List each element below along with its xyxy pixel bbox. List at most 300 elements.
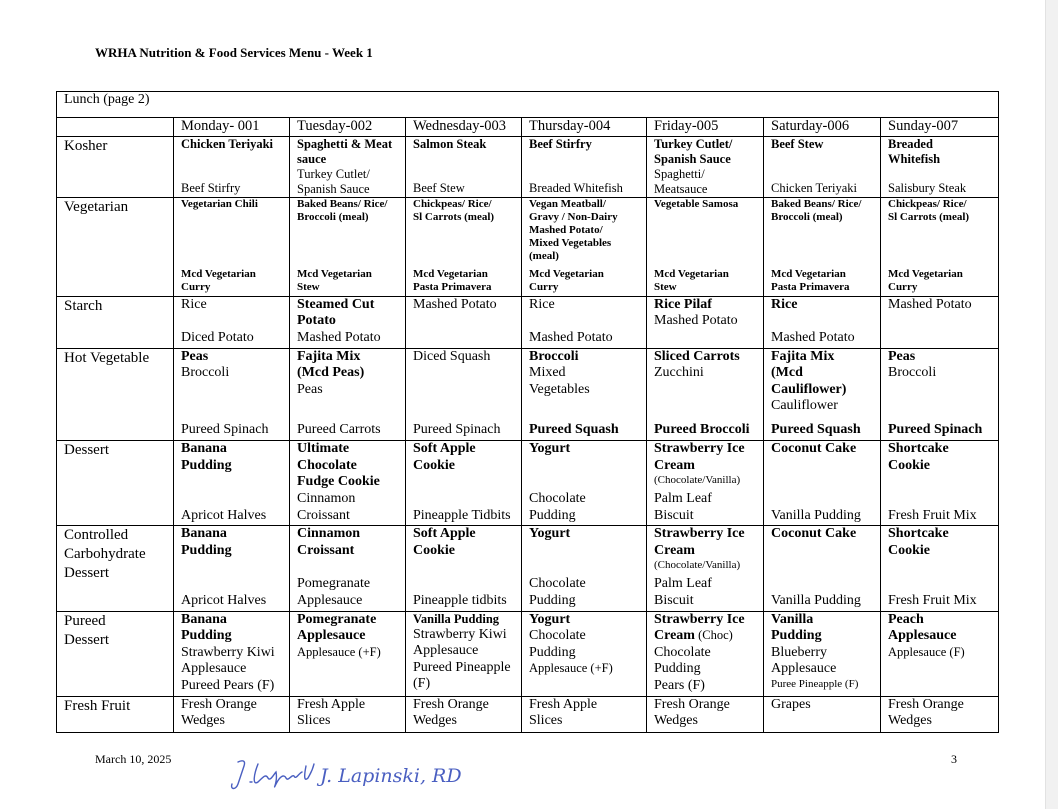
cell-top: [654, 198, 763, 211]
row-label-line: Vegetarian: [64, 199, 129, 216]
menu-item-text: Soft Apple: [413, 526, 476, 542]
cell-top: [297, 697, 405, 730]
menu-item: [529, 137, 646, 152]
menu-item-text: Palm Leaf: [654, 491, 712, 506]
menu-cell: [881, 696, 999, 732]
menu-item: [413, 211, 521, 224]
menu-item-text: Fudge Cookie: [297, 474, 380, 489]
menu-cell: [406, 137, 522, 198]
menu-item: [654, 543, 763, 560]
menu-item-text: Peas: [297, 381, 323, 397]
menu-item: [181, 268, 289, 281]
menu-item: [654, 182, 763, 197]
menu-item: [529, 713, 646, 730]
menu-item-text: Banana: [181, 441, 227, 456]
menu-item-text: Peas: [181, 348, 209, 364]
table-row: [57, 696, 999, 732]
menu-item: [297, 474, 405, 491]
cell-bottom: [771, 508, 880, 525]
menu-cell: [174, 696, 290, 732]
menu-item-text: Rice Pilaf: [654, 296, 712, 312]
menu-item-text: Blueberry: [771, 644, 827, 660]
menu-item-text: Beef Stew: [771, 137, 824, 151]
menu-item-text: Slices: [529, 713, 563, 729]
cell-bottom: [413, 422, 521, 439]
menu-item-text: Pureed Pears (F): [181, 677, 275, 693]
menu-item: [888, 526, 998, 543]
menu-cell: [522, 526, 647, 611]
cell-bottom: [181, 422, 289, 439]
menu-item: [181, 441, 289, 458]
cell-bottom: [181, 330, 289, 347]
menu-item-text: Applesauce: [297, 628, 366, 644]
menu-item-text: Peas: [888, 348, 916, 364]
menu-item-text: Broccoli (meal): [297, 211, 369, 224]
menu-item: [413, 612, 521, 627]
menu-item: [181, 697, 289, 714]
menu-item: [297, 382, 405, 399]
menu-item-text: Mcd Vegetarian: [888, 268, 963, 281]
menu-item-text: Cream: [654, 542, 695, 558]
cell-top: [771, 198, 880, 224]
menu-item: [771, 198, 880, 211]
menu-item-text: Diced Potato: [181, 330, 254, 346]
row-label-line: Fresh Fruit: [64, 697, 131, 714]
menu-item: [654, 576, 763, 593]
menu-item: [529, 628, 646, 645]
signature-text: J. Lapinski, RD: [320, 765, 462, 787]
cell-top: [297, 526, 405, 559]
menu-item-text: Pudding: [529, 507, 576, 523]
menu-item: [181, 678, 289, 695]
menu-item: [297, 198, 405, 211]
menu-item: [297, 281, 405, 294]
row-label-line: Dessert: [64, 631, 109, 648]
menu-item-text: Pureed Pineapple: [413, 659, 511, 675]
menu-item-text: Fresh Orange: [413, 696, 489, 712]
menu-item-text: Sliced Carrots: [654, 348, 740, 364]
menu-item-text: Meatsauce: [654, 182, 708, 196]
menu-item-text: Zucchini: [654, 365, 704, 381]
menu-item-text: Strawberry Ice: [654, 441, 745, 456]
menu-item-text: Applesauce: [771, 661, 837, 677]
cell-top: [654, 612, 763, 695]
row-label: [57, 611, 174, 696]
menu-item: [413, 181, 521, 196]
menu-item-text: Peach: [888, 611, 924, 627]
menu-item-text: Biscuit: [654, 592, 694, 608]
menu-item: [297, 697, 405, 714]
menu-item: [413, 543, 521, 560]
cell-top: [654, 441, 763, 487]
cell-top: [529, 612, 646, 677]
corner-cell: [57, 118, 174, 137]
menu-item-text: Applesauce: [297, 592, 363, 608]
menu-item-text: Mashed Potato: [654, 313, 738, 329]
menu-item-text: Spanish Sauce: [654, 152, 731, 166]
menu-item-text: Wedges: [181, 713, 225, 729]
menu-item: [181, 526, 289, 543]
menu-cell: [764, 137, 881, 198]
menu-cell: [406, 526, 522, 611]
menu-item: [413, 137, 521, 152]
menu-item-text: Ultimate: [297, 441, 350, 456]
cell-top: [413, 612, 521, 693]
page-number: 3: [951, 752, 957, 766]
menu-item: [529, 645, 646, 662]
menu-item: [529, 281, 646, 294]
menu-item: [529, 441, 646, 458]
menu-item: [529, 526, 646, 543]
menu-item: [654, 697, 763, 714]
cell-top: [181, 297, 289, 314]
cell-top: [413, 697, 521, 730]
menu-item: [297, 349, 405, 366]
row-label: [57, 696, 174, 732]
table-row: [57, 611, 999, 696]
menu-item-text: Cookie: [413, 542, 455, 558]
menu-item: [888, 211, 998, 224]
menu-cell: [174, 198, 290, 296]
menu-cell: [290, 198, 406, 296]
menu-item: [529, 422, 646, 439]
menu-item: [529, 349, 646, 366]
menu-cell: [406, 441, 522, 526]
menu-item: [413, 660, 521, 677]
menu-item-text: Salisbury Steak: [888, 181, 967, 195]
cell-top: [771, 297, 880, 314]
row-label-line: Kosher: [64, 138, 108, 154]
menu-item: [181, 713, 289, 730]
menu-item: [771, 628, 880, 645]
menu-item-text: Cinnamon: [297, 526, 361, 542]
cell-top: [181, 697, 289, 730]
menu-item: [888, 645, 998, 660]
menu-item: [654, 297, 763, 314]
menu-item: [888, 628, 998, 645]
menu-item-text: Applesauce: [181, 661, 247, 677]
menu-item-text: Curry: [181, 281, 211, 294]
menu-item: [413, 268, 521, 281]
table-row: [57, 348, 999, 440]
menu-item-text: Chocolate: [529, 491, 586, 506]
menu-item: [771, 365, 880, 382]
menu-item-text: Turkey Cutlet/: [654, 137, 733, 151]
menu-item: [181, 458, 289, 475]
menu-item: [297, 137, 405, 152]
menu-item: [888, 365, 998, 382]
menu-item-text: Applesauce: [888, 628, 957, 644]
menu-item-text: Pomegranate: [297, 611, 377, 627]
day-header: Sunday-007: [881, 118, 999, 137]
cell-bottom: [529, 491, 646, 524]
menu-item-text: Chicken Teriyaki: [181, 137, 274, 151]
cell-top: [529, 297, 646, 314]
menu-item-text: Applesauce (F): [888, 644, 965, 659]
menu-item-text: Baked Beans/ Rice/: [297, 198, 388, 211]
menu-item-text: Pasta Primavera: [771, 281, 850, 294]
cell-bottom: [297, 576, 405, 609]
menu-cell: [764, 611, 881, 696]
menu-cell: [290, 348, 406, 440]
cell-top: [181, 137, 289, 152]
menu-cell: [881, 441, 999, 526]
cell-top: [888, 297, 998, 314]
signature-graphic: [228, 752, 462, 794]
menu-item-text: Croissant: [297, 542, 355, 558]
menu-item: [413, 713, 521, 730]
menu-item-text: Slices: [297, 713, 331, 729]
menu-item: [413, 643, 521, 660]
row-label: [57, 198, 174, 296]
cell-top: [181, 198, 289, 211]
menu-item-text: Broccoli: [529, 348, 579, 364]
menu-item-text: Mashed Potato: [413, 296, 497, 312]
cell-bottom: [654, 268, 763, 294]
menu-cell: [647, 137, 764, 198]
menu-item: [888, 268, 998, 281]
menu-item: [771, 330, 880, 347]
menu-item: [888, 458, 998, 475]
cell-bottom: [181, 508, 289, 525]
menu-item-text: Sl Carrots (meal): [888, 211, 970, 224]
menu-item: [529, 697, 646, 714]
menu-item: [771, 398, 880, 415]
menu-item-text: Mashed Potato: [771, 330, 855, 346]
cell-bottom: [529, 330, 646, 347]
menu-item: [297, 211, 405, 224]
menu-item: [529, 268, 646, 281]
menu-item: [529, 211, 646, 224]
day-header: Thursday-004: [522, 118, 647, 137]
row-label: [57, 348, 174, 440]
menu-item: [654, 661, 763, 678]
menu-item-text: Shortcake: [888, 526, 949, 542]
menu-item-text: Cauliflower): [771, 381, 847, 397]
cell-top: [181, 441, 289, 474]
menu-cell: [522, 137, 647, 198]
menu-item: [654, 508, 763, 525]
menu-item: [771, 349, 880, 366]
menu-item-text: (Chocolate/Vanilla): [654, 474, 741, 486]
menu-item-text: Applesauce: [413, 643, 479, 659]
menu-item-text: Pureed Spinach: [181, 422, 269, 438]
menu-item-text: Applesauce (+F): [529, 661, 613, 676]
cell-bottom: [181, 181, 289, 196]
menu-item: [529, 576, 646, 593]
menu-cell: [290, 611, 406, 696]
menu-item-text: Soft Apple: [413, 441, 476, 456]
menu-item-text: Mixed: [529, 365, 566, 381]
menu-item: [888, 441, 998, 458]
menu-item: [297, 167, 405, 182]
menu-item: [413, 281, 521, 294]
menu-item-text: Apricot Halves: [181, 592, 267, 608]
menu-item-text: Rice: [771, 296, 798, 312]
menu-item-text: Pomegranate: [297, 576, 371, 592]
menu-item: [413, 697, 521, 714]
menu-item: [181, 297, 289, 314]
menu-item-text: Wedges: [654, 713, 698, 729]
menu-item: [297, 268, 405, 281]
cell-bottom: [413, 268, 521, 294]
menu-cell: [881, 348, 999, 440]
menu-item-text: Mashed Potato: [297, 330, 381, 346]
menu-item: [654, 612, 763, 629]
menu-item-text: Beef Stirfry: [529, 137, 592, 151]
menu-item: [654, 167, 763, 182]
menu-item: [297, 508, 405, 525]
menu-item-text: Mcd Vegetarian: [181, 268, 256, 281]
row-label-line: Carbohydrate: [64, 546, 146, 563]
cell-top: [771, 441, 880, 458]
cell-bottom: [888, 593, 998, 610]
menu-item-text: Strawberry Ice: [654, 526, 745, 542]
menu-item: [413, 441, 521, 458]
menu-item-text: Fresh Orange: [888, 696, 964, 712]
menu-item-text: Mcd Vegetarian: [297, 268, 372, 281]
menu-item: [654, 137, 763, 152]
menu-item-text: Vegetables: [529, 381, 590, 397]
menu-item-text: Pureed Spinach: [413, 422, 501, 438]
menu-item-text: Mcd Vegetarian: [413, 268, 488, 281]
menu-item-text: Mixed Vegetables: [529, 237, 612, 250]
cell-top: [654, 297, 763, 330]
menu-item-text: Chicken Teriyaki: [771, 181, 858, 195]
menu-item: [413, 198, 521, 211]
menu-item-text: Pudding: [529, 644, 576, 660]
menu-item: [297, 313, 405, 330]
menu-item-text: Fresh Fruit Mix: [888, 592, 977, 608]
menu-item: [297, 297, 405, 314]
menu-item-text: Pureed Squash: [529, 422, 619, 438]
menu-item: [771, 508, 880, 525]
menu-item: [771, 678, 880, 691]
menu-item-text: Fajita Mix: [771, 348, 835, 364]
menu-item: [771, 297, 880, 314]
menu-item: [888, 612, 998, 629]
menu-item-text: Vegetable Samosa: [654, 198, 739, 211]
menu-item: [771, 593, 880, 610]
menu-item: [654, 281, 763, 294]
table-row: [57, 198, 999, 296]
menu-item-text: Salmon Steak: [413, 137, 487, 151]
menu-item: [654, 678, 763, 695]
menu-item-text: Breaded: [888, 137, 933, 151]
menu-item-text: Wedges: [413, 713, 457, 729]
menu-item-text: (Chocolate/Vanilla): [654, 559, 741, 572]
menu-item-text: Yogurt: [529, 611, 571, 627]
menu-item: [654, 198, 763, 211]
menu-item-text: Fresh Apple: [529, 696, 598, 712]
menu-item-text: Stew: [654, 281, 677, 294]
menu-item: [888, 152, 998, 167]
menu-item: [529, 491, 646, 508]
menu-item: [297, 330, 405, 347]
cell-top: [654, 526, 763, 572]
row-label: [57, 137, 174, 198]
menu-item: [654, 458, 763, 475]
scrollbar[interactable]: [1045, 0, 1058, 809]
cell-bottom: [529, 422, 646, 439]
menu-item-text: Pureed Squash: [771, 422, 861, 438]
menu-item: [888, 543, 998, 560]
menu-item: [181, 508, 289, 525]
menu-item: [413, 508, 521, 525]
cell-top: [654, 137, 763, 167]
menu-item: [529, 330, 646, 347]
menu-item: [413, 458, 521, 475]
menu-item: [181, 661, 289, 678]
menu-item-text: Curry: [888, 281, 918, 294]
menu-item: [297, 152, 405, 167]
menu-cell: [881, 137, 999, 198]
menu-item: [297, 458, 405, 475]
menu-item: [181, 543, 289, 560]
menu-item-text: Spaghetti & Meat: [297, 137, 393, 151]
menu-cell: [647, 296, 764, 348]
menu-item-text: Palm Leaf: [654, 576, 712, 592]
table-caption: Lunch (page 2): [57, 92, 999, 118]
menu-cell: [174, 611, 290, 696]
cell-top: [529, 137, 646, 152]
page-header: WRHA Nutrition & Food Services Menu - Week 1: [95, 45, 373, 60]
menu-item: [771, 181, 880, 196]
day-header: Friday-005: [647, 118, 764, 137]
cell-bottom: [297, 491, 405, 524]
menu-item: [654, 645, 763, 662]
menu-item-text: Pureed Spinach: [888, 422, 983, 438]
menu-item-text: Mashed Potato: [529, 330, 613, 346]
menu-item-suffix: (Choc): [694, 628, 733, 643]
menu-item: [297, 182, 405, 197]
menu-item: [888, 508, 998, 525]
menu-item-text: Strawberry Ice: [654, 611, 745, 627]
cell-top: [529, 441, 646, 458]
cell-bottom: [888, 181, 998, 196]
menu-item: [771, 697, 880, 714]
cell-top: [181, 526, 289, 559]
menu-item-text: Beef Stew: [413, 181, 465, 195]
menu-item-text: Pudding: [181, 457, 232, 473]
menu-item-text: Gravy / Non-Dairy: [529, 211, 618, 224]
menu-item-text: Spanish Sauce: [297, 182, 370, 196]
signature: [228, 752, 462, 799]
row-label-line: Starch: [64, 297, 103, 314]
menu-item-text: Chocolate: [529, 576, 586, 592]
menu-item-text: Cookie: [888, 542, 930, 558]
cell-top: [529, 526, 646, 543]
row-label-line: Pureed: [64, 612, 106, 629]
menu-item: [529, 508, 646, 525]
menu-item: [771, 382, 880, 399]
row-label-line: Hot Vegetable: [64, 349, 150, 366]
menu-item-text: Vegetarian Chili: [181, 198, 258, 211]
menu-cell: [881, 296, 999, 348]
menu-cell: [174, 348, 290, 440]
menu-item: [529, 224, 646, 237]
day-header-row: [57, 118, 999, 137]
menu-item-text: Biscuit: [654, 507, 694, 523]
cell-bottom: [297, 330, 405, 347]
menu-item-text: Coconut Cake: [771, 526, 857, 542]
menu-item: [654, 313, 763, 330]
cell-top: [888, 697, 998, 730]
menu-item-text: Mcd Vegetarian: [529, 268, 604, 281]
menu-cell: [647, 696, 764, 732]
menu-item: [529, 237, 646, 250]
menu-item: [181, 365, 289, 382]
